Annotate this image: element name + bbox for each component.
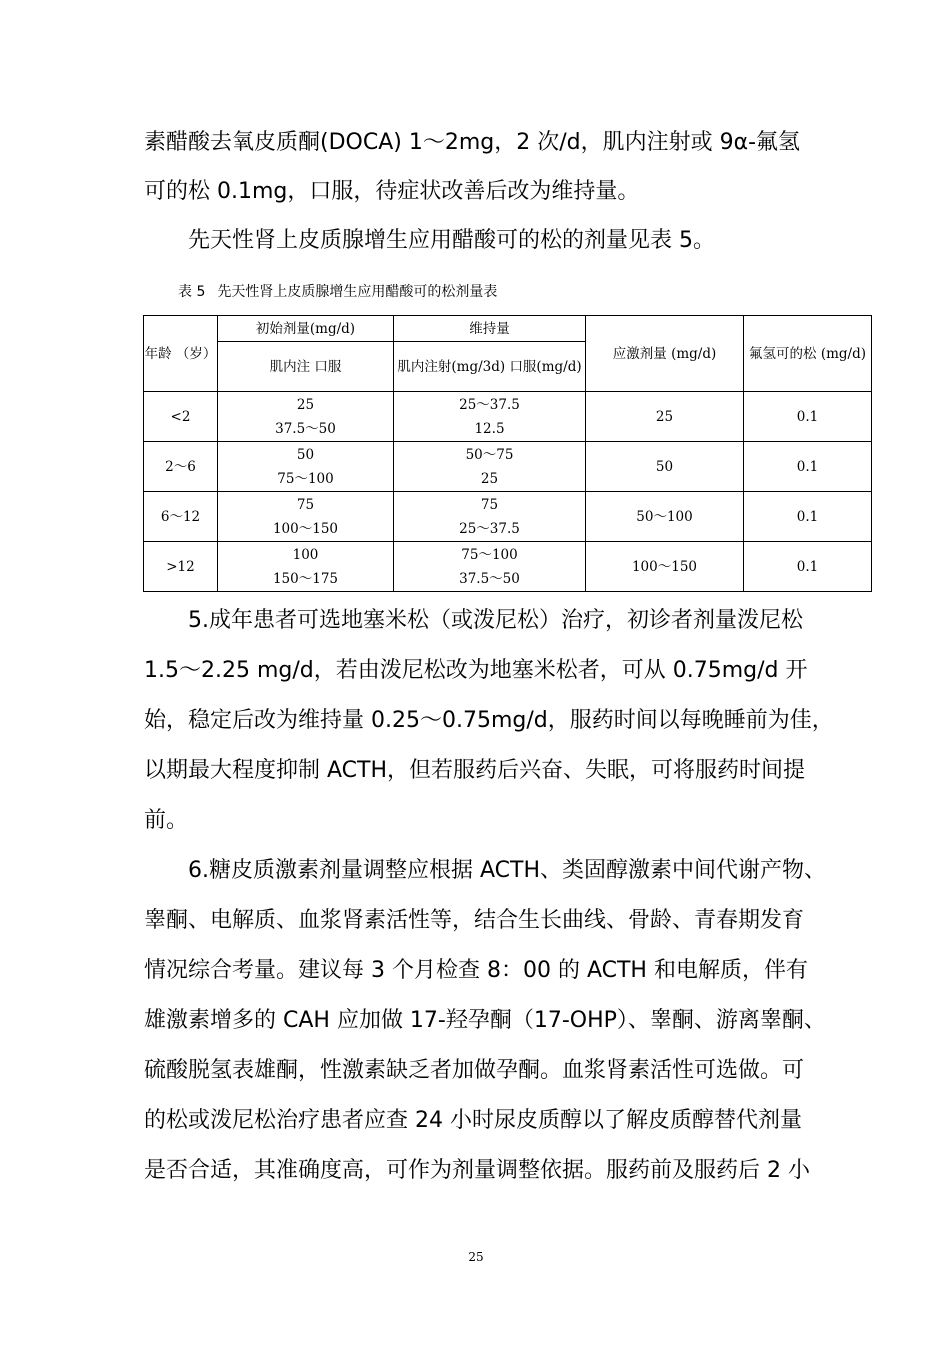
page-number: 25 [468, 1250, 484, 1264]
paragraph-line: 的松或泼尼松治疗患者应查 24 小时尿皮质醇以了解皮质醇替代剂量 [144, 1108, 802, 1133]
paragraph-line: 雄激素增多的 CAH 应加做 17-羟孕酮（17-OHP）、睾酮、游离睾酮、 [144, 1008, 826, 1033]
paragraph-line: 是否合适，其准确度高，可作为剂量调整依据。服药前及服药后 2 小 [144, 1158, 810, 1183]
paragraph-line: 硫酸脱氢表雄酮，性激素缺乏者加做孕酮。血浆肾素活性可选做。可 [144, 1058, 805, 1083]
table-caption [178, 283, 497, 301]
paragraph-line: 6.糖皮质激素剂量调整应根据 ACTH、类固醇激素中间代谢产物、 [144, 858, 826, 883]
cell-fludrocortisone: 0.1 [744, 442, 872, 492]
cell-stress-dose: 50～100 [586, 492, 744, 542]
paragraph-line: 睾酮、电解质、血浆肾素活性等，结合生长曲线、骨龄、青春期发育 [144, 908, 805, 933]
header-fludrocortisone: 氟氢可的松 (mg/d) [744, 316, 872, 392]
cell-age: >12 [144, 542, 218, 592]
paragraph-line: 情况综合考量。建议每 3 个月检查 8：00 的 ACTH 和电解质，伴有 [144, 958, 808, 983]
table-row [144, 442, 872, 492]
table-row [144, 392, 872, 442]
cell-initial-dose: 50 75～100 [218, 442, 394, 492]
cell-maintenance: 75～100 37.5～50 [394, 542, 586, 592]
table-row [144, 492, 872, 542]
cell-maintenance: 25～37.5 12.5 [394, 392, 586, 442]
table-caption-title: 先天性肾上皮质腺增生应用醋酸可的松剂量表 [217, 284, 498, 300]
header-maintenance-routes: 肌内注射(mg/3d) 口服(mg/d) [394, 342, 586, 392]
table-caption-number: 表 5 [178, 284, 206, 300]
header-age: 年龄 （岁） [144, 316, 218, 392]
paragraph-line: 前。 [144, 808, 189, 833]
cell-age: <2 [144, 392, 218, 442]
cell-fludrocortisone: 0.1 [744, 392, 872, 442]
cell-stress-dose: 100～150 [586, 542, 744, 592]
paragraph-line: 以期最大程度抑制 ACTH，但若服药后兴奋、失眠，可将服药时间提 [144, 758, 806, 783]
paragraph-line: 可的松 0.1mg，口服，待症状改善后改为维持量。 [144, 179, 640, 204]
paragraph-line: 1.5～2.25 mg/d，若由泼尼松改为地塞米松者，可从 0.75mg/d 开 [144, 658, 808, 683]
cell-age: 2～6 [144, 442, 218, 492]
table-row [144, 542, 872, 592]
cell-fludrocortisone: 0.1 [744, 542, 872, 592]
cell-maintenance: 75 25～37.5 [394, 492, 586, 542]
cell-initial-dose: 75 100～150 [218, 492, 394, 542]
paragraph-line: 始，稳定后改为维持量 0.25～0.75mg/d，服药时间以每晚睡前为佳， [144, 708, 834, 733]
cell-age: 6～12 [144, 492, 218, 542]
cell-initial-dose: 25 37.5～50 [218, 392, 394, 442]
paragraph-line: 素醋酸去氧皮质酮(DOCA) 1～2mg，2 次/d，肌内注射或 9α-氟氢 [144, 130, 801, 155]
dosage-table [143, 315, 872, 592]
paragraph-line: 先天性肾上皮质腺增生应用醋酸可的松的剂量见表 5。 [144, 228, 715, 253]
header-initial-routes: 肌内注 口服 [218, 342, 394, 392]
paragraph-line: 5.成年患者可选地塞米松（或泼尼松）治疗，初诊者剂量泼尼松 [144, 608, 803, 633]
table-header-row [144, 316, 872, 342]
header-initial-dose: 初始剂量(mg/d) [218, 316, 394, 342]
cell-stress-dose: 25 [586, 392, 744, 442]
cell-initial-dose: 100 150～175 [218, 542, 394, 592]
header-maintenance: 维持量 [394, 316, 586, 342]
cell-stress-dose: 50 [586, 442, 744, 492]
cell-fludrocortisone: 0.1 [744, 492, 872, 542]
cell-maintenance: 50～75 25 [394, 442, 586, 492]
header-stress-dose: 应激剂量 (mg/d) [586, 316, 744, 392]
